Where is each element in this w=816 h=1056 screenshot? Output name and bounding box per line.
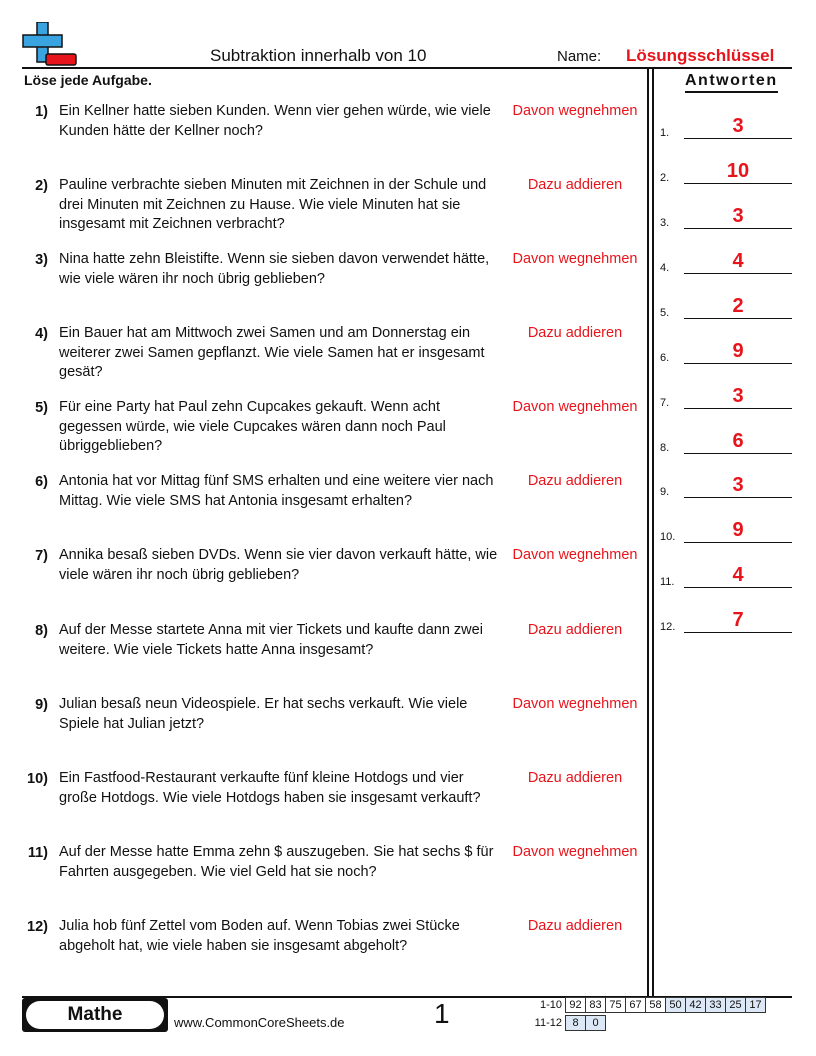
answer-value: 6 bbox=[732, 430, 744, 452]
question-number: 11) bbox=[27, 845, 48, 861]
score-cell: 75 bbox=[605, 997, 626, 1013]
answer-value: 3 bbox=[732, 205, 744, 227]
plus-minus-logo-icon bbox=[22, 22, 78, 68]
question-number: 5) bbox=[35, 400, 48, 416]
score-cell: 0 bbox=[585, 1015, 606, 1031]
answer-value: 4 bbox=[732, 564, 744, 586]
question-number: 4) bbox=[35, 326, 48, 342]
question-text: Ein Fastfood-Restaurant verkaufte fünf kleine Hotdogs und vier große Hotdogs. Wie viele Hotdogs haben sie insgesamt verkauft? bbox=[59, 770, 481, 806]
answer-value: 7 bbox=[732, 609, 744, 631]
score-cell: 67 bbox=[625, 997, 646, 1013]
score-cell: 33 bbox=[705, 997, 726, 1013]
operation-hint: Davon wegnehmen bbox=[512, 696, 638, 712]
question-item bbox=[0, 100, 650, 170]
question-item bbox=[0, 396, 650, 466]
score-range-label: 1-10 bbox=[539, 999, 562, 1011]
answer-number: 6. bbox=[660, 352, 670, 364]
answer-line bbox=[684, 273, 792, 274]
brand-label: Mathe bbox=[26, 1001, 164, 1029]
answer-number: 7. bbox=[660, 397, 670, 409]
answer-line bbox=[684, 318, 792, 319]
answer-key-label: Lösungsschlüssel bbox=[626, 46, 775, 65]
operation-hint: Dazu addieren bbox=[527, 473, 623, 489]
question-item bbox=[0, 544, 650, 614]
answer-item bbox=[660, 564, 792, 588]
answer-item bbox=[660, 160, 792, 184]
question-number: 1) bbox=[35, 104, 48, 120]
question-item bbox=[0, 915, 650, 985]
question-item bbox=[0, 174, 650, 244]
question-text: Julia hob fünf Zettel vom Boden auf. Wenn Tobias zwei Stücke abgeholt hat, wie viele haben sie insgesamt abgeholt? bbox=[59, 918, 460, 954]
answer-value: 9 bbox=[732, 519, 744, 541]
page-number: 1 bbox=[434, 998, 450, 1029]
website-link[interactable]: www.CommonCoreSheets.de bbox=[174, 1015, 345, 1030]
instructions: Löse jede Aufgabe. bbox=[24, 72, 152, 88]
question-text: Pauline verbrachte sieben Minuten mit Zeichnen in der Schule und drei Minuten mit Zeichnen zu Hause. Wie viele Minuten hat sie insgesamt mit Zeichnen verbracht? bbox=[59, 177, 487, 232]
answer-number: 2. bbox=[660, 172, 670, 184]
question-item bbox=[0, 322, 650, 392]
question-text: Nina hatte zehn Bleistifte. Wenn sie sieben davon verwendet hätte, wie viele wären ihr noch übrig geblieben? bbox=[59, 251, 490, 287]
operation-hint: Dazu addieren bbox=[527, 325, 623, 341]
answer-line bbox=[684, 453, 792, 454]
answer-value: 2 bbox=[732, 295, 744, 317]
answer-item bbox=[660, 430, 792, 454]
question-text: Ein Kellner hatte sieben Kunden. Wenn vier gehen würde, wie viele Kunden hätte der Kellner noch? bbox=[59, 103, 491, 139]
question-number: 9) bbox=[35, 697, 48, 713]
answer-line bbox=[684, 228, 792, 229]
operation-hint: Dazu addieren bbox=[527, 770, 623, 786]
answer-line bbox=[684, 632, 792, 633]
answer-item bbox=[660, 295, 792, 319]
answer-line bbox=[684, 408, 792, 409]
question-text: Annika besaß sieben DVDs. Wenn sie vier davon verkauft hätte, wie viele wären ihr noch übrig geblieben? bbox=[59, 547, 498, 583]
answer-value: 3 bbox=[732, 115, 744, 137]
name-label: Name: bbox=[557, 48, 602, 65]
score-cell: 42 bbox=[685, 997, 706, 1013]
answer-item bbox=[660, 250, 792, 274]
question-number: 3) bbox=[35, 252, 48, 268]
operation-hint: Davon wegnehmen bbox=[512, 399, 638, 415]
answer-number: 5. bbox=[660, 307, 670, 319]
answer-item bbox=[660, 385, 792, 409]
answer-item bbox=[660, 340, 792, 364]
answer-value: 10 bbox=[726, 160, 750, 182]
question-text: Auf der Messe hatte Emma zehn $ auszugeben. Sie hat sechs $ für Fahrten ausgegeben. Wie viel Geld hat sie noch? bbox=[59, 844, 494, 880]
operation-hint: Dazu addieren bbox=[527, 622, 623, 638]
brand-badge bbox=[22, 998, 168, 1032]
score-cell: 17 bbox=[745, 997, 766, 1013]
question-item bbox=[0, 248, 650, 318]
answer-line bbox=[684, 183, 792, 184]
answer-number: 3. bbox=[660, 217, 670, 229]
operation-hint: Davon wegnehmen bbox=[512, 547, 638, 563]
question-item bbox=[0, 619, 650, 689]
worksheet-title: Subtraktion innerhalb von 10 bbox=[210, 46, 427, 65]
question-text: Julian besaß neun Videospiele. Er hat sechs verkauft. Wie viele Spiele hat Julian jetzt? bbox=[59, 696, 468, 732]
operation-hint: Dazu addieren bbox=[527, 177, 623, 193]
header-rule bbox=[22, 67, 792, 69]
operation-hint: Davon wegnehmen bbox=[512, 251, 638, 267]
answer-value: 3 bbox=[732, 385, 744, 407]
answer-number: 10. bbox=[660, 531, 676, 543]
question-text: Für eine Party hat Paul zehn Cupcakes gekauft. Wenn acht gegessen würde, wie viele Cupcakes wären dann noch Paul übriggeblieben? bbox=[59, 399, 446, 454]
score-cell: 92 bbox=[565, 997, 586, 1013]
answer-item bbox=[660, 115, 792, 139]
column-divider bbox=[652, 68, 654, 996]
score-cells bbox=[566, 1015, 606, 1031]
question-number: 2) bbox=[35, 178, 48, 194]
answer-item bbox=[660, 205, 792, 229]
answer-line bbox=[684, 587, 792, 588]
answer-number: 1. bbox=[660, 127, 670, 139]
question-text: Ein Bauer hat am Mittwoch zwei Samen und am Donnerstag ein weiterer zwei Samen gepflanzt. Wie viele Samen hat er insgesamt gesät? bbox=[59, 325, 485, 380]
answer-line bbox=[684, 497, 792, 498]
operation-hint: Davon wegnehmen bbox=[512, 844, 638, 860]
question-item bbox=[0, 767, 650, 837]
answer-value: 4 bbox=[732, 250, 744, 272]
answers-heading: Antworten bbox=[685, 72, 778, 93]
answer-value: 3 bbox=[732, 474, 744, 496]
question-number: 12) bbox=[27, 919, 48, 935]
question-number: 6) bbox=[35, 474, 48, 490]
answer-number: 8. bbox=[660, 442, 670, 454]
question-text: Antonia hat vor Mittag fünf SMS erhalten und eine weitere vier nach Mittag. Wie viele SMS hat Antonia insgesamt erhalten? bbox=[59, 473, 494, 509]
answer-number: 11. bbox=[660, 576, 675, 588]
question-text: Auf der Messe startete Anna mit vier Tickets und kaufte dann zwei weitere. Wie viele Tickets hatte Anna insgesamt? bbox=[59, 622, 483, 658]
score-cell: 25 bbox=[725, 997, 746, 1013]
question-item bbox=[0, 470, 650, 540]
answer-number: 9. bbox=[660, 486, 670, 498]
answer-item bbox=[660, 519, 792, 543]
question-number: 10) bbox=[27, 771, 48, 787]
answer-item bbox=[660, 474, 792, 498]
score-range-label: 11-12 bbox=[534, 1017, 562, 1029]
answer-line bbox=[684, 542, 792, 543]
question-item bbox=[0, 693, 650, 763]
answer-item bbox=[660, 609, 792, 633]
score-cells bbox=[566, 997, 766, 1013]
score-cell: 83 bbox=[585, 997, 606, 1013]
score-cell: 58 bbox=[645, 997, 666, 1013]
answer-number: 12. bbox=[660, 621, 676, 633]
score-cell: 50 bbox=[665, 997, 686, 1013]
answer-value: 9 bbox=[732, 340, 744, 362]
answer-number: 4. bbox=[660, 262, 670, 274]
question-item bbox=[0, 841, 650, 911]
score-cell: 8 bbox=[565, 1015, 586, 1031]
operation-hint: Davon wegnehmen bbox=[512, 103, 638, 119]
question-number: 8) bbox=[35, 623, 48, 639]
operation-hint: Dazu addieren bbox=[527, 918, 623, 934]
answer-line bbox=[684, 363, 792, 364]
question-number: 7) bbox=[35, 548, 48, 564]
answer-line bbox=[684, 138, 792, 139]
